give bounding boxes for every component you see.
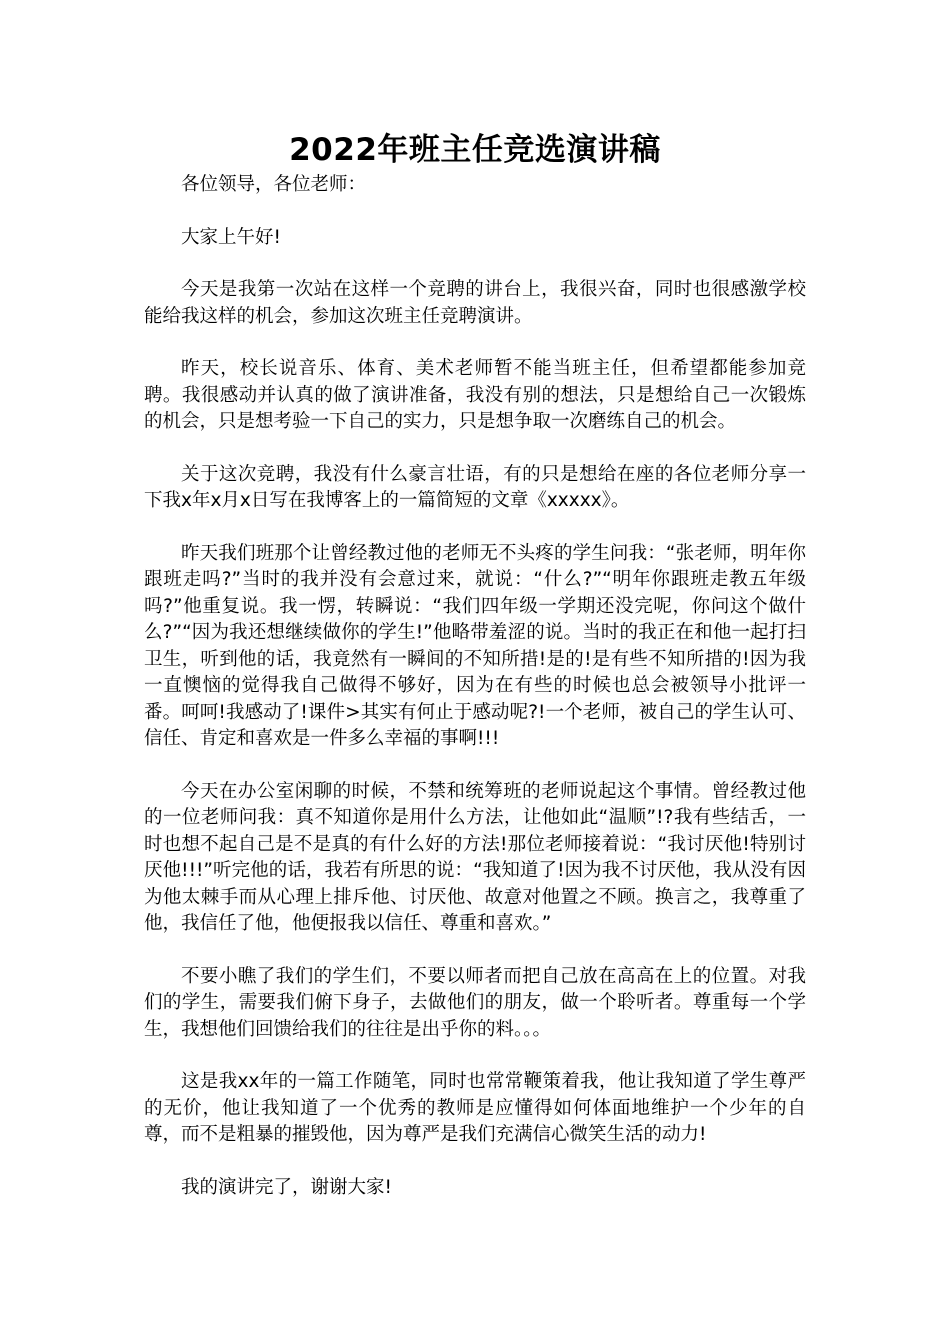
paragraph-salutation: 大家上午好!	[181, 226, 281, 248]
paragraph: 不要小瞧了我们的学生们，不要以师者而把自己放在高高在上的位置。对我们的学生，需要我们俯下身子，去做他们的朋友，做一个聆听者。尊重每一个学 生，我想他们回馈给我们的往往是出乎你的料。。。	[144, 965, 806, 1040]
paragraph-closing: 我的演讲完了，谢谢大家!	[181, 1176, 392, 1198]
paragraph: 这是我xx年的一篇工作随笔，同时也常常鞭策着我，他让我知道了学生尊严的无价，他让我知道了一个优秀的教师是应懂得如何体面地维护一个少年的自尊，而不是粗暴的摧毁他，因为尊严是我们充满信心微笑生活的动力!	[144, 1071, 806, 1145]
document-body	[144, 172, 806, 1227]
paragraph: 昨天我们班那个让曾经教过他的老师无不头疼的学生问我：“张老师，明年你跟班走吗?”当时的我并没有会意过来，就说：“什么?”“明年你跟班走教五年级吗?”他重复说。我一愣，转瞬说：“我们四年级一学期还没完呢，你问这个做什么?”“因为我还想继续做你的学生!”他略带羞涩的说。当时的我正在和他一起打扫卫生，听到他的话，我竟然有一瞬间的不知所措!是的!是有些不知所措的!因为我一直懊恼的觉得我自己做得不够好，因为在有些的时候也总会被领导小批评一番。呵呵!我感动了!课件>其实有何止于感动呢?!一个老师，被自己的学生认可、信任、肯定和喜欢是一件多么幸福的事啊!!!	[144, 542, 806, 749]
paragraph-greeting: 各位领导，各位老师：	[181, 174, 367, 195]
paragraph: 今天在办公室闲聊的时候，不禁和统筹班的老师说起这个事情。曾经教过他的一位老师问我：真不知道你是用什么方法，让他如此“温顺”!?我有些结舌，一时也想不起自己是不是真的有什么好的方法!那位老师接着说：“我讨厌他!特别讨厌他!!!”听完他的话，我若有所思的说：“我知道了!因为我不讨厌他，我从没有因为他太棘手而从心理上排斥他、讨厌他、故意对他置之不顾。换言之，我尊重了他，我信任了他，他便报我以信任、尊重和喜欢。”	[144, 780, 806, 934]
paragraph: 关于这次竞聘，我没有什么豪言壮语，有的只是想给在座的各位老师分享一下我x年x月x日写在我博客上的一篇简短的文章《xxxxx》。	[144, 463, 806, 511]
paragraph: 昨天，校长说音乐、体育、美术老师暂不能当班主任，但希望都能参加竞聘。我很感动并认真的做了演讲准备，我没有别的想法，只是想给自己一次锻炼的机会，只是想考验一下自己的实力，只是想争取一次磨练自己的机会。	[144, 358, 806, 432]
paragraph: 今天是我第一次站在这样一个竞聘的讲台上，我很兴奋，同时也很感激学校能给我这样的机会，参加这次班主任竞聘演讲。	[144, 279, 806, 327]
document-title: 2022年班主任竞选演讲稿	[289, 132, 661, 168]
